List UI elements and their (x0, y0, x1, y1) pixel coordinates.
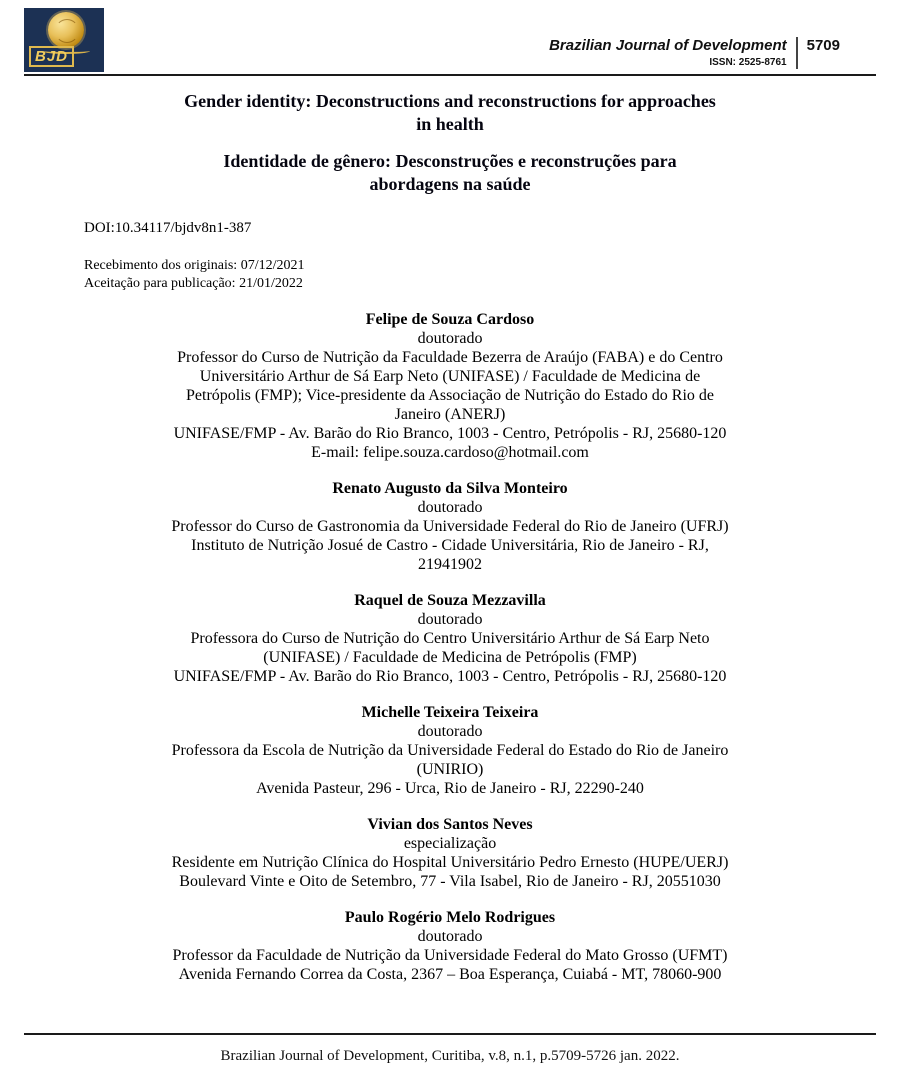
author-name: Michelle Teixeira Teixeira (361, 704, 539, 721)
author-name: Paulo Rogério Melo Rodrigues (344, 909, 556, 926)
author-name: Vivian dos Santos Neves (367, 816, 533, 833)
title-english (70, 90, 830, 136)
author-line: Petrópolis (FMP); Vice-presidente da Associação de Nutrição do Estado do Rio de (186, 387, 714, 404)
journal-logo (24, 8, 104, 72)
title-english-line1: Gender identity: Deconstructions and reconstructions for approaches (184, 91, 716, 111)
doi-text: DOI:10.34117/bjdv8n1-387 (84, 220, 252, 236)
dates-block (70, 257, 830, 293)
author-line: Residente em Nutrição Clínica do Hospital Universitário Pedro Ernesto (HUPE/UERJ) (171, 854, 729, 871)
header-right (549, 37, 840, 69)
author-line: 21941902 (418, 556, 482, 573)
author-line: Professora do Curso de Nutrição do Centro Universitário Arthur de Sá Earp Neto (190, 630, 710, 647)
author-lines (70, 348, 830, 462)
title-portuguese-line1: Identidade de gênero: Desconstruções e reconstruções para (223, 151, 677, 171)
author-line: Boulevard Vinte e Oito de Setembro, 77 - Vila Isabel, Rio de Janeiro - RJ, 20551030 (179, 873, 721, 890)
author-degree: doutorado (417, 723, 483, 740)
author-block (70, 479, 830, 574)
author-lines (70, 741, 830, 798)
author-line: Avenida Fernando Correa da Costa, 2367 – Boa Esperança, Cuiabá - MT, 78060-900 (178, 966, 722, 983)
author-name: Raquel de Souza Mezzavilla (354, 592, 546, 609)
author-line: Professor do Curso de Gastronomia da Universidade Federal do Rio de Janeiro (UFRJ) (171, 518, 729, 535)
author-line: (UNIFASE) / Faculdade de Medicina de Petrópolis (FMP) (263, 649, 637, 666)
author-block (70, 310, 830, 462)
author-line: Universitário Arthur de Sá Earp Neto (UNIFASE) / Faculdade de Medicina de (199, 368, 701, 385)
globe-icon (48, 12, 84, 48)
author-name: Renato Augusto da Silva Monteiro (332, 480, 568, 497)
header-divider (796, 37, 798, 69)
logo-text: BJD (29, 46, 74, 67)
received-date: Recebimento dos originais: 07/12/2021 (84, 258, 305, 273)
author-degree: doutorado (417, 928, 483, 945)
author-block (70, 703, 830, 798)
author-block (70, 815, 830, 891)
title-portuguese-line2: abordagens na saúde (369, 174, 531, 194)
author-lines (70, 629, 830, 686)
author-degree: doutorado (417, 611, 483, 628)
page-number: 5709 (806, 37, 840, 54)
author-block (70, 908, 830, 984)
author-name: Felipe de Souza Cardoso (365, 311, 535, 328)
author-line: Professor da Faculdade de Nutrição da Universidade Federal do Mato Grosso (UFMT) (172, 947, 728, 964)
author-line: E-mail: felipe.souza.cardoso@hotmail.com (311, 444, 589, 461)
author-lines (70, 946, 830, 984)
journal-block (549, 37, 787, 68)
author-line: Avenida Pasteur, 296 - Urca, Rio de Janeiro - RJ, 22290-240 (256, 780, 644, 797)
author-line: UNIFASE/FMP - Av. Barão do Rio Branco, 1003 - Centro, Petrópolis - RJ, 25680-120 (173, 425, 727, 442)
authors-section (70, 310, 830, 984)
author-degree: especialização (403, 835, 497, 852)
author-lines (70, 853, 830, 891)
journal-issn: ISSN: 2525-8761 (709, 57, 787, 68)
author-block (70, 591, 830, 686)
accepted-date: Aceitação para publicação: 21/01/2022 (84, 276, 303, 291)
author-lines (70, 517, 830, 574)
main-content (70, 76, 830, 984)
author-degree: doutorado (417, 499, 483, 516)
title-portuguese (70, 150, 830, 196)
author-line: Professora da Escola de Nutrição da Universidade Federal do Estado do Rio de Janeiro (171, 742, 729, 759)
title-english-line2: in health (416, 114, 484, 134)
author-line: Janeiro (ANERJ) (394, 406, 506, 423)
author-line: (UNIRIO) (416, 761, 484, 778)
author-line: UNIFASE/FMP - Av. Barão do Rio Branco, 1003 - Centro, Petrópolis - RJ, 25680-120 (173, 668, 727, 685)
page-footer (24, 1033, 876, 1080)
author-degree: doutorado (417, 330, 483, 347)
author-line: Instituto de Nutrição Josué de Castro - Cidade Universitária, Rio de Janeiro - RJ, (191, 537, 709, 554)
journal-name: Brazilian Journal of Development (549, 37, 787, 54)
footer-citation: Brazilian Journal of Development, Curitiba, v.8, n.1, p.5709-5726 jan. 2022. (220, 1048, 680, 1064)
author-line: Professor do Curso de Nutrição da Faculdade Bezerra de Araújo (FABA) e do Centro (177, 349, 723, 366)
journal-header (24, 8, 876, 76)
